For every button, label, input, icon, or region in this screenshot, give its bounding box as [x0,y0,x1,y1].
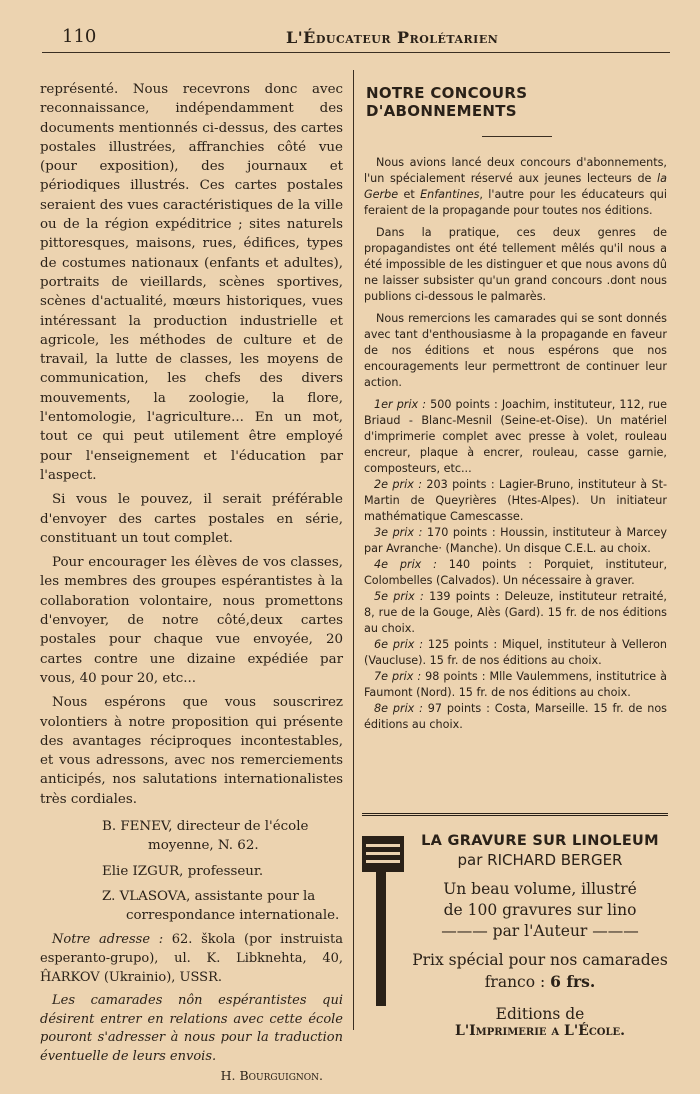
header-rule [42,52,670,53]
intro-paragraph [364,155,667,219]
prize-text: 125 points : Miquel, instituteur à Velleron (Vaucluse). 15 fr. de nos éditions au choix. [364,638,667,667]
title-enfantines: Enfantines [420,188,480,201]
intro-text: Nous avions lancé deux concours d'abonnements, l'un spécialement réservé aux jeunes lecteurs de [364,156,667,185]
prize-rank: 2e prix : [374,478,422,491]
prize-text: 203 points : Lagier-Bruno, instituteur à St-Martin de Queyrières (Htes-Alpes). Un initiateur mathématique Camescasse. [364,478,668,523]
ad-author: par RICHARD BERGER [457,851,623,869]
prize-entry [364,637,667,669]
prize-entry [364,669,667,701]
address-label: Notre adresse : [52,932,164,948]
address [40,930,343,987]
ad-price-line [412,971,668,993]
left-column [40,80,343,1086]
contest-article [364,155,669,733]
ad-publisher-name: L'Imprimerie a L'École. [454,1023,626,1039]
prize-rank: 1er prix : [374,398,426,411]
ad-line: Un beau volume, illustré [443,880,637,898]
body-paragraph: Nous remercions les camarades qui se sont donnés avec tant d'enthousiasme à la propagande en faveur de nos éditions et nous espérons que nos encouragements leur permettront de continuer leur action. [364,312,667,389]
body-paragraph: Si vous le pouvez, il serait préférable d'envoyer des cartes postales en série, constituant un tout complet. [40,492,343,546]
prize-entry [364,701,667,733]
ad-title: LA GRAVURE SUR LINOLEUM [421,833,659,849]
signature-line: Elie IZGUR, professeur. [102,863,264,879]
right-column [364,80,669,733]
intro-text: , l'autre pour les éducateurs qui feraient de la propagande pour toutes nos éditions. [364,188,667,217]
signatures [40,817,343,925]
section-title: NOTRE CONCOURS D'ABONNEMENTS [366,84,528,120]
body-paragraph: Pour encourager les élèves de vos classes, les membres des groupes espérantistes à la collaboration volontaire, nous promettons d'envoyer, de notre côté,deux cartes postales pour chaque vue envoyée, 20 cartes contre une dizaine expédiée par vous, 40 pour 20, etc... [40,555,343,686]
ad-price-line: Prix spécial pour nos camarades [412,951,668,969]
prize-entry [364,557,667,589]
ad-price-label: franco : [484,973,551,991]
prize-rank: 4e prix : [374,558,437,571]
prize-rank: 6e prix : [374,638,423,651]
prize-text: 170 points : Houssin, instituteur à Marcey par Avranche· (Manche). Un disque C.E.L. au choix. [364,526,668,555]
address-text: 62. škola (por instruista esperanto-grupo), ul. K. Libknehta, 40, ĤARKOV (Ukrainio), USSR. [40,932,343,986]
prize-text: 97 points : Costa, Marseille. 15 fr. de nos éditions au choix. [364,702,667,731]
prize-entry [364,477,667,525]
prize-text: 140 points : Porquiet, instituteur, Colombelles (Calvados). Un nécessaire à graver. [364,558,667,587]
page-header [42,24,670,54]
prize-text: 139 points : Deleuze, instituteur retraité, 8, rue de la Gouge, Alès (Gard). 15 fr. de nos éditions au choix. [364,590,667,635]
ad-line: de 100 gravures sur lino [443,901,637,919]
signature-line: B. FENEV, directeur de l'école [102,818,309,834]
title-la-gerbe: la Gerbe [364,172,667,201]
prize-entry [364,589,667,637]
body-paragraph: représenté. Nous recevrons donc avec reconnaissance, indépendamment des documents mentionnés ci-dessus, des cartes postales illustrées, affranchies côté vue (pour exposition), des journaux et périodiques illustrés. Ces cartes postales seraient des vues caractéristiques de la ville ou de la région expéditrice ; sites naturels pittoresques, maisons, rues, édifices, types de costumes nationaux (enfants et adultes), portraits de vieillards, scènes sportives, scènes d'actualité, mœurs historiques, vues intéressant la production industrielle et agricole, les méthodes de culture et de travail, la lutte de classes, les moyens de communication, les chefs des divers mouvements, la zoologie, la flore, l'entomologie, l'agriculture... En un mot, tout ce qui peut utilement être employé pour l'enseignement et l'éducation par l'aspect. [40,82,343,483]
page-number: 110 [62,26,97,47]
prize-rank: 5e prix : [374,590,424,603]
body-paragraph: Nous espérons que vous souscrirez volontiers à notre proposition qui présente des avantages réciproques incontestables, et vous adressons, avec nos remerciements anticipés, nos salutations internationalistes très cordiales. [40,695,343,807]
intro-text: et [398,188,421,201]
prize-entry [364,397,667,477]
column-divider [353,70,354,1030]
book-advertisement [362,813,668,1043]
running-title: L'Éducateur Prolétarien [286,28,499,47]
editor-note: Les camarades nôn espérantistes qui désirent entrer en relations avec cette école pouront s'adresser à nous pour la traduction éventuelle de leurs envois. [40,993,343,1064]
signature-line: moyenne, N. 62. [148,838,259,854]
ad-text [412,833,668,1039]
prize-rank: 8e prix : [374,702,423,715]
prize-text: 500 points : Joachim, instituteur, 112, rue Briaud - Blanc-Mesnil (Seine-et-Oise). Un matériel d'imprimerie complet avec presse à volet, rouleau encreur, plaque à encrer, rouleau, casse garnie, composteurs, etc... [364,398,667,475]
prize-entry [364,525,667,557]
ad-top-rule [362,813,668,816]
title-rule [482,136,552,137]
signature-line: correspondance internationale. [126,908,340,924]
gouge-tool-icon [362,836,404,1006]
prize-text: 98 points : Mlle Vaulemmens, institutrice à Faumont (Nord). 15 fr. de nos éditions au choix. [364,670,668,699]
ad-publisher: Editions de [495,1005,585,1023]
body-paragraph: Dans la pratique, ces deux genres de propagandistes ont été tellement mêlés qu'il nous a été impossible de les distinguer et que nous avons dû ne laisser subsister qu'un grand concours .dont nous publions ci-dessous le palmarès. [364,226,667,303]
ad-price-value: 6 frs. [550,972,596,991]
prize-rank: 7e prix : [374,670,422,683]
signature-line: Z. VLASOVA, assistante pour la [102,888,316,904]
ad-line: ——— par l'Auteur ——— [441,922,639,940]
note-signer: H. Bourguignon. [220,1068,323,1084]
prize-rank: 3e prix : [374,526,423,539]
